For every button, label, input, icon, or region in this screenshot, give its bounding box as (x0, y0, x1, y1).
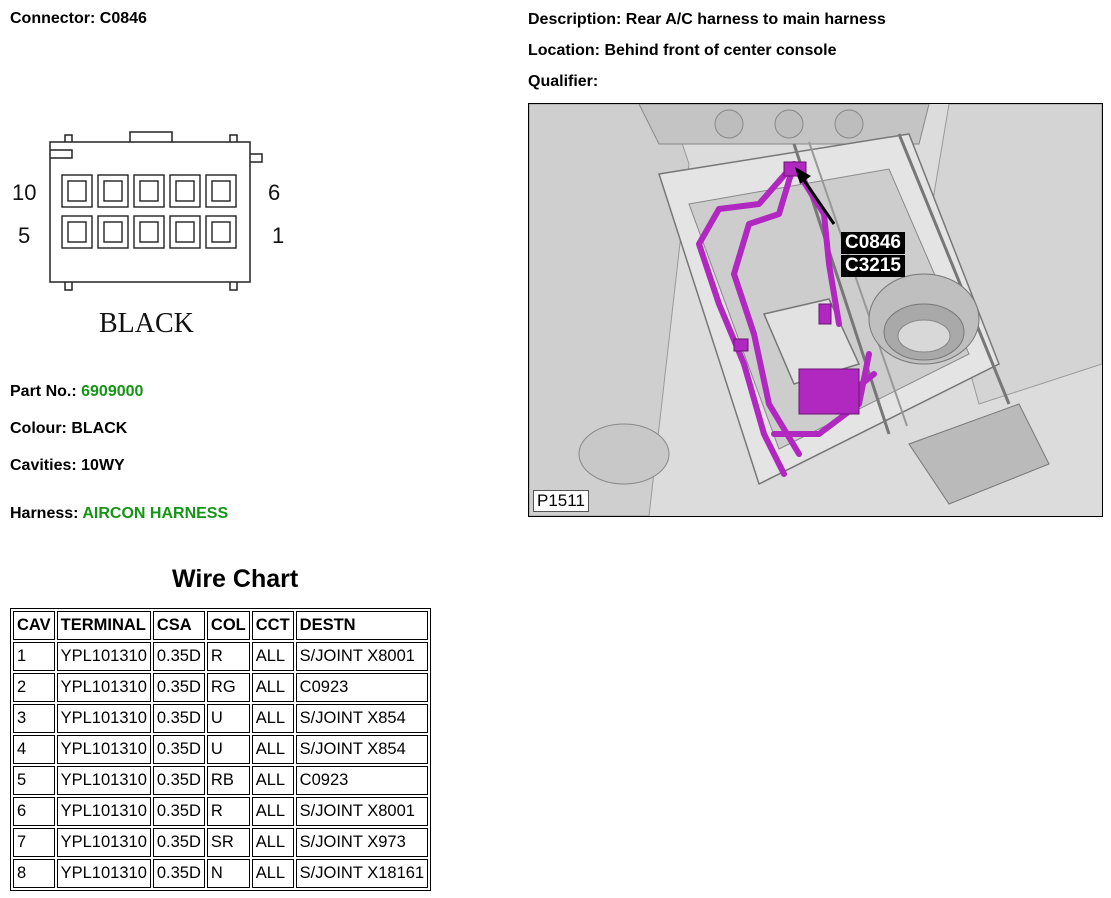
cell-destn: C0923 (296, 673, 428, 702)
cell-terminal: YPL101310 (57, 828, 151, 857)
cell-cct: ALL (252, 859, 294, 888)
cell-cav: 2 (13, 673, 55, 702)
cell-terminal: YPL101310 (57, 642, 151, 671)
description-label: Description: (528, 11, 622, 28)
part-no-link[interactable]: 6909000 (81, 383, 144, 400)
cell-cct: ALL (252, 735, 294, 764)
colour-value: BLACK (71, 420, 128, 437)
table-row (13, 704, 428, 733)
cell-destn: S/JOINT X854 (296, 735, 428, 764)
harness-field (10, 504, 228, 524)
cell-cav: 8 (13, 859, 55, 888)
harness-label: Harness: (10, 505, 79, 522)
table-row (13, 642, 428, 671)
pin-label-top-left: 10 (12, 180, 37, 205)
cell-cct: ALL (252, 828, 294, 857)
colour-field (10, 419, 127, 439)
cell-cav: 1 (13, 642, 55, 671)
cell-cct: ALL (252, 766, 294, 795)
cell-cav: 3 (13, 704, 55, 733)
cell-destn: S/JOINT X18161 (296, 859, 428, 888)
colour-label: Colour: (10, 420, 67, 437)
callout-c3215: C3215 (841, 255, 905, 277)
cell-csa: 0.35D (153, 797, 205, 826)
cell-destn: S/JOINT X973 (296, 828, 428, 857)
connector-colour-label: BLACK (99, 308, 194, 339)
harness-link[interactable]: AIRCON HARNESS (82, 505, 229, 522)
table-row (13, 673, 428, 702)
table-row (13, 828, 428, 857)
cell-cav: 6 (13, 797, 55, 826)
cavities-value: 10WY (81, 457, 125, 474)
part-no-label: Part No.: (10, 383, 77, 400)
header-destn: DESTN (296, 611, 428, 640)
cell-cct: ALL (252, 673, 294, 702)
connector-outline (0, 120, 300, 300)
qualifier-field (528, 72, 598, 92)
cell-col: RG (207, 673, 250, 702)
connector-field (10, 9, 147, 29)
figure-id: P1511 (533, 490, 589, 512)
connector-value: C0846 (99, 10, 147, 27)
wire-chart-title: Wire Chart (172, 565, 299, 593)
callout-c0846: C0846 (841, 232, 905, 254)
table-row (13, 735, 428, 764)
pin-label-bottom-right: 1 (272, 223, 285, 248)
wire-chart-header-row (13, 611, 428, 640)
cell-terminal: YPL101310 (57, 766, 151, 795)
header-terminal: TERMINAL (57, 611, 151, 640)
header-cct: CCT (252, 611, 294, 640)
pin-label-top-right: 6 (268, 180, 281, 205)
description-value: Rear A/C harness to main harness (625, 11, 886, 28)
cell-csa: 0.35D (153, 735, 205, 764)
cell-terminal: YPL101310 (57, 797, 151, 826)
header-cav: CAV (13, 611, 55, 640)
cell-terminal: YPL101310 (57, 735, 151, 764)
part-no-field (10, 382, 143, 402)
cell-destn: S/JOINT X8001 (296, 642, 428, 671)
wire-chart-table (10, 608, 431, 891)
cell-destn: S/JOINT X8001 (296, 797, 428, 826)
console-harness-illustration (529, 104, 1102, 516)
cell-col: U (207, 735, 250, 764)
cell-cct: ALL (252, 642, 294, 671)
cell-csa: 0.35D (153, 859, 205, 888)
cell-destn: C0923 (296, 766, 428, 795)
cell-terminal: YPL101310 (57, 704, 151, 733)
cell-csa: 0.35D (153, 766, 205, 795)
cell-csa: 0.35D (153, 828, 205, 857)
pin-label-bottom-left: 5 (18, 223, 31, 248)
connector-face-diagram (0, 120, 300, 350)
cell-cct: ALL (252, 704, 294, 733)
cell-cav: 7 (13, 828, 55, 857)
cavities-field (10, 456, 125, 476)
table-row (13, 766, 428, 795)
location-illustration (528, 103, 1103, 517)
description-field (528, 10, 886, 30)
table-row (13, 859, 428, 888)
header-col: COL (207, 611, 250, 640)
qualifier-label: Qualifier: (528, 73, 599, 90)
cell-cav: 5 (13, 766, 55, 795)
header-csa: CSA (153, 611, 205, 640)
cell-terminal: YPL101310 (57, 859, 151, 888)
location-field (528, 41, 836, 61)
cell-cct: ALL (252, 797, 294, 826)
cavities-label: Cavities: (10, 457, 77, 474)
cell-col: N (207, 859, 250, 888)
cell-destn: S/JOINT X854 (296, 704, 428, 733)
cell-col: R (207, 642, 250, 671)
location-value: Behind front of center console (604, 42, 837, 59)
table-row (13, 797, 428, 826)
cell-col: U (207, 704, 250, 733)
connector-label: Connector: (10, 10, 96, 27)
cell-col: R (207, 797, 250, 826)
cell-csa: 0.35D (153, 642, 205, 671)
cell-csa: 0.35D (153, 673, 205, 702)
cell-cav: 4 (13, 735, 55, 764)
cell-csa: 0.35D (153, 704, 205, 733)
cell-terminal: YPL101310 (57, 673, 151, 702)
cell-col: RB (207, 766, 250, 795)
location-label: Location: (528, 42, 600, 59)
cell-col: SR (207, 828, 250, 857)
